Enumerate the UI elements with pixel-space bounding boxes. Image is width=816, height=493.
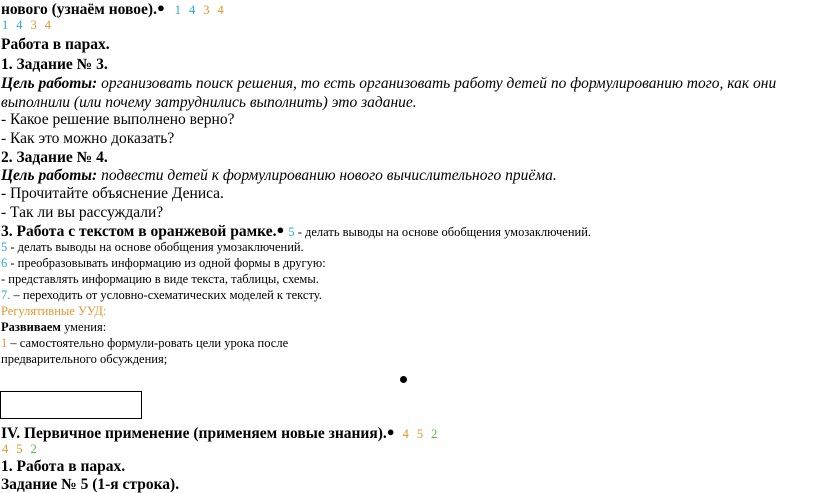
ref-num: 4 [44,18,51,32]
ref-num: 7. [1,288,11,302]
ref-num: 1 [1,336,8,350]
ref-num: 4 [2,442,9,456]
ref-num: 5 [16,442,23,456]
ref-num: 6 [1,256,8,270]
task4-question-2: - Так ли вы рассуждали? [1,204,164,221]
ref-num: 1 [2,18,9,32]
ref-num: 4 [217,3,224,17]
task3-question-1: - Какое решение выполнено верно? [1,111,235,128]
ref-num: 5 [1,240,8,254]
ref-num: 3 [30,18,37,32]
task3-goal [1,74,813,112]
skill-item [1,289,322,302]
ref-num: 2 [30,442,37,456]
bullet-icon: ● [276,222,285,237]
goal-label: Цель работы: [1,75,98,92]
empty-frame [0,391,142,419]
goal-text: подвести детей к формулированию нового вычислительного приёма. [97,167,557,184]
develop-text: умения: [60,320,107,334]
regulatory-item [1,337,288,350]
skill-text: - представлять информацию в виде текста, таблицы, схемы. [1,272,319,286]
develop-line [1,321,106,334]
task4-question-1: - Прочитайте объяснение Дениса. [1,185,224,202]
task4-title: 2. Задание № 4. [1,149,108,166]
task3-question-2: - Как это можно доказать? [1,130,175,147]
bullet-dot [400,376,407,383]
ref-num: 4 [402,427,409,441]
ref-num: 4 [16,18,23,32]
regulatory-item-continued: предварительного обсуждения; [1,352,168,366]
lesson-stage-heading [1,1,232,18]
skill-text: - делать выводы на основе обобщения умозаключений. [7,240,304,254]
task4-goal [1,168,557,184]
skill-item [1,257,326,270]
stage4-heading [1,425,445,442]
ref-num: 3 [203,3,210,17]
goal-text: организовать поиск решения, то есть организовать работу детей по формулированию того, как они выполнили (или почему затруднились выполнить) это задание. [1,75,777,111]
goal-label: Цель работы: [1,167,98,184]
skill-item [1,241,304,254]
section-pairs-title: Работа в парах. [1,36,110,53]
ref-num: 5 [416,427,424,441]
skill-text: – переходить от условно-схематических моделей к тексту. [10,288,322,302]
task-frame-line [1,223,591,240]
task5-title: Задание № 5 (1-я строка). [1,476,180,493]
ref-num: 5 [288,225,295,239]
ref-num: 4 [188,3,196,17]
stage4-title: IV. Первичное применение (применяем новые знания). [1,425,387,442]
stage-title-text: нового (узнаём новое). [1,1,157,18]
task-frame-title: 3. Работа с текстом в оранжевой рамке. [1,223,277,240]
ref-numbers-row [2,19,59,32]
ref-num: 1 [174,3,181,17]
pairs-title: 1. Работа в парах. [1,458,126,475]
ref-numbers-row [2,443,45,456]
task3-title: 1. Задание № 3. [1,56,108,73]
ref-num: 2 [431,427,438,441]
bullet-icon: ● [156,0,165,15]
skill-item [1,273,319,286]
regulatory-text: – самостоятельно формули-ровать цели урока после [7,336,289,350]
skill-text: - делать выводы на основе обобщения умозаключений. [294,225,592,239]
regulatory-heading: Регулятивные УУД: [1,304,107,318]
skill-text: - преобразовывать информацию из одной формы в другую: [7,256,326,270]
bullet-icon: ● [386,424,395,439]
develop-label: Развиваем [1,320,61,334]
